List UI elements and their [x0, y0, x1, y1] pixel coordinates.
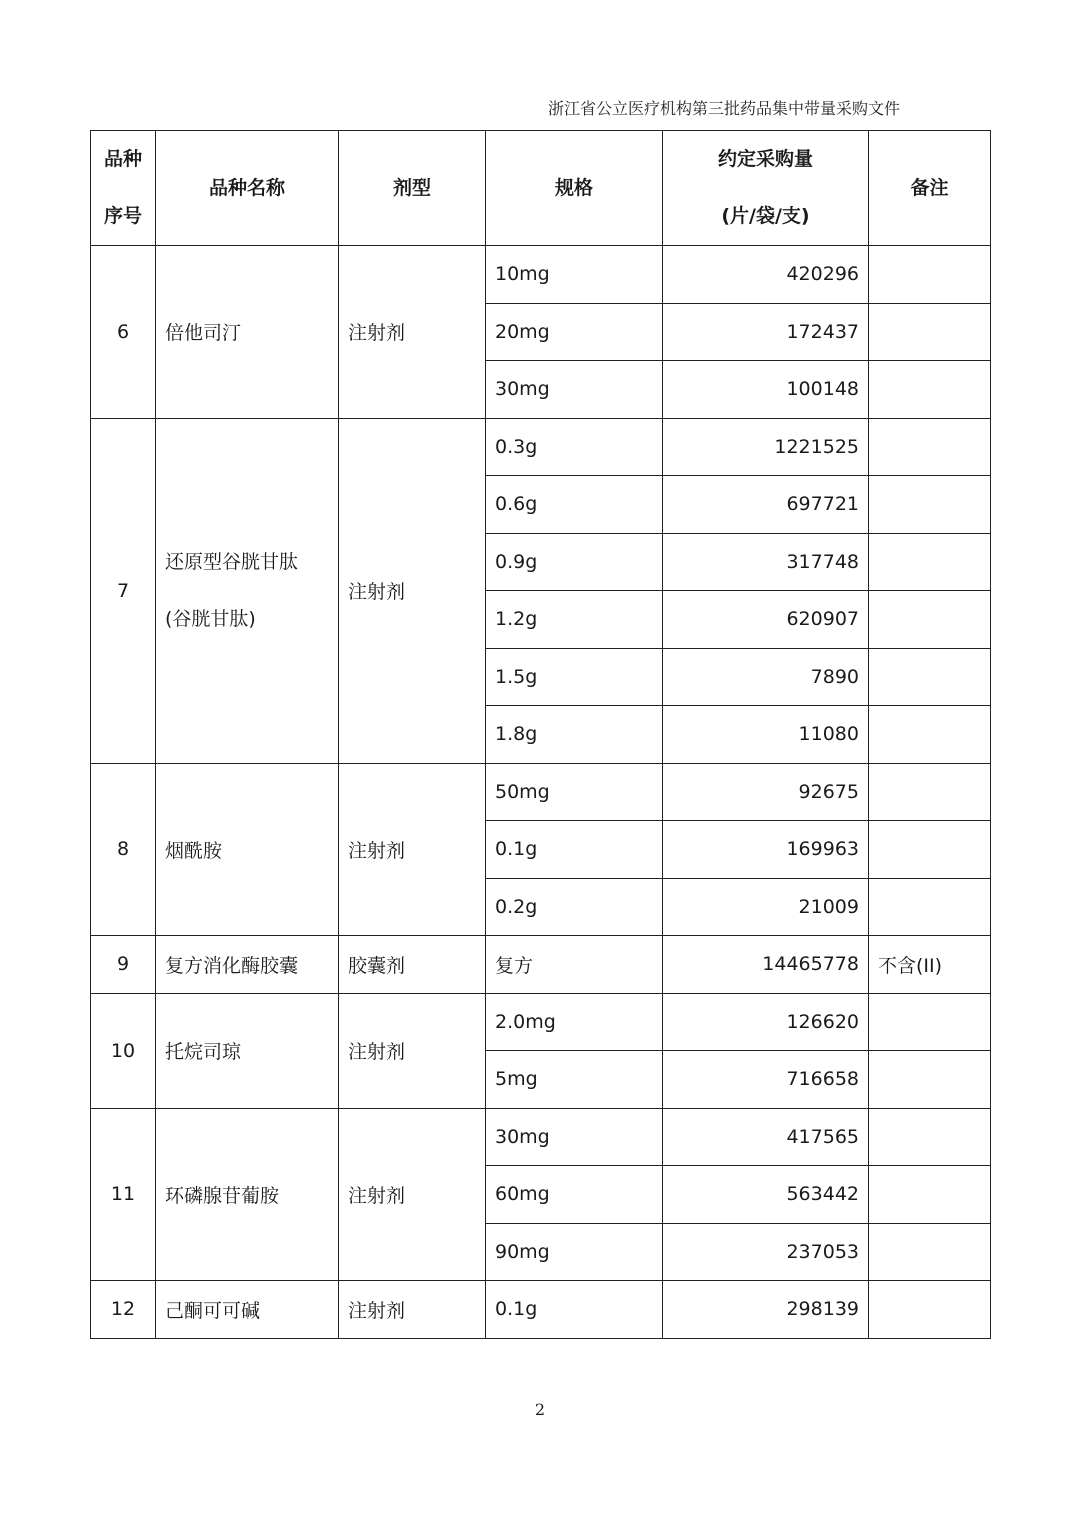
page-number: 2	[534, 1400, 546, 1419]
procurement-table	[90, 130, 991, 1339]
quantity-cell: 126620	[663, 993, 869, 1051]
note-cell	[869, 1166, 991, 1224]
drug-name-cell: 环磷腺苷葡胺	[156, 1108, 339, 1281]
spec-cell: 30mg	[486, 361, 663, 419]
quantity-cell: 563442	[663, 1166, 869, 1224]
col-form-header: 剂型	[339, 131, 486, 246]
spec-cell: 10mg	[486, 246, 663, 304]
quantity-cell: 417565	[663, 1108, 869, 1166]
seq-cell: 6	[91, 246, 156, 419]
col-note-header: 备注	[869, 131, 991, 246]
col-seq-header: 品种 序号	[91, 131, 156, 246]
dosage-form-cell: 胶囊剂	[339, 936, 486, 994]
seq-cell: 10	[91, 993, 156, 1108]
running-header: 浙江省公立医疗机构第三批药品集中带量采购文件	[547, 99, 900, 118]
quantity-cell: 14465778	[663, 936, 869, 994]
spec-cell: 2.0mg	[486, 993, 663, 1051]
table-row	[91, 1108, 991, 1166]
seq-cell: 8	[91, 763, 156, 936]
seq-cell: 9	[91, 936, 156, 994]
spec-cell: 90mg	[486, 1223, 663, 1281]
drug-name-cell: 烟酰胺	[156, 763, 339, 936]
dosage-form-cell: 注射剂	[339, 763, 486, 936]
note-cell	[869, 246, 991, 304]
col-qty-header: 约定采购量 (片/袋/支)	[663, 131, 869, 246]
note-cell	[869, 1223, 991, 1281]
quantity-cell: 697721	[663, 476, 869, 534]
note-cell	[869, 1108, 991, 1166]
quantity-cell: 298139	[663, 1281, 869, 1339]
spec-cell: 复方	[486, 936, 663, 994]
drug-name-cell: 复方消化酶胶囊	[156, 936, 339, 994]
seq-cell: 12	[91, 1281, 156, 1339]
quantity-cell: 21009	[663, 878, 869, 936]
dosage-form-cell: 注射剂	[339, 993, 486, 1108]
dosage-form-cell: 注射剂	[339, 1108, 486, 1281]
col-name-header: 品种名称	[156, 131, 339, 246]
quantity-cell: 716658	[663, 1051, 869, 1109]
drug-name-cell: 还原型谷胱甘肽 (谷胱甘肽)	[156, 418, 339, 763]
note-cell	[869, 361, 991, 419]
table-row	[91, 1281, 991, 1339]
note-cell	[869, 303, 991, 361]
quantity-cell: 237053	[663, 1223, 869, 1281]
table-row	[91, 993, 991, 1051]
note-cell	[869, 476, 991, 534]
spec-cell: 0.3g	[486, 418, 663, 476]
dosage-form-cell: 注射剂	[339, 418, 486, 763]
table-row	[91, 418, 991, 476]
quantity-cell: 420296	[663, 246, 869, 304]
spec-cell: 0.1g	[486, 821, 663, 879]
note-cell	[869, 1281, 991, 1339]
quantity-cell: 7890	[663, 648, 869, 706]
table-header-row	[91, 131, 991, 246]
spec-cell: 1.2g	[486, 591, 663, 649]
seq-cell: 7	[91, 418, 156, 763]
table-row	[91, 763, 991, 821]
note-cell	[869, 418, 991, 476]
note-cell	[869, 821, 991, 879]
quantity-cell: 100148	[663, 361, 869, 419]
spec-cell: 1.8g	[486, 706, 663, 764]
note-cell	[869, 763, 991, 821]
quantity-cell: 11080	[663, 706, 869, 764]
spec-cell: 5mg	[486, 1051, 663, 1109]
spec-cell: 60mg	[486, 1166, 663, 1224]
drug-name-cell: 倍他司汀	[156, 246, 339, 419]
spec-cell: 0.1g	[486, 1281, 663, 1339]
col-spec-header: 规格	[486, 131, 663, 246]
quantity-cell: 92675	[663, 763, 869, 821]
quantity-cell: 172437	[663, 303, 869, 361]
note-cell	[869, 706, 991, 764]
spec-cell: 20mg	[486, 303, 663, 361]
note-cell	[869, 993, 991, 1051]
dosage-form-cell: 注射剂	[339, 1281, 486, 1339]
drug-name-cell: 托烷司琼	[156, 993, 339, 1108]
note-cell	[869, 533, 991, 591]
dosage-form-cell: 注射剂	[339, 246, 486, 419]
note-cell: 不含(II)	[869, 936, 991, 994]
spec-cell: 0.6g	[486, 476, 663, 534]
note-cell	[869, 878, 991, 936]
note-cell	[869, 1051, 991, 1109]
table-row	[91, 246, 991, 304]
spec-cell: 0.9g	[486, 533, 663, 591]
table-row	[91, 936, 991, 994]
quantity-cell: 169963	[663, 821, 869, 879]
note-cell	[869, 591, 991, 649]
seq-cell: 11	[91, 1108, 156, 1281]
note-cell	[869, 648, 991, 706]
spec-cell: 1.5g	[486, 648, 663, 706]
drug-name-cell: 己酮可可碱	[156, 1281, 339, 1339]
spec-cell: 30mg	[486, 1108, 663, 1166]
spec-cell: 0.2g	[486, 878, 663, 936]
quantity-cell: 317748	[663, 533, 869, 591]
quantity-cell: 1221525	[663, 418, 869, 476]
quantity-cell: 620907	[663, 591, 869, 649]
spec-cell: 50mg	[486, 763, 663, 821]
